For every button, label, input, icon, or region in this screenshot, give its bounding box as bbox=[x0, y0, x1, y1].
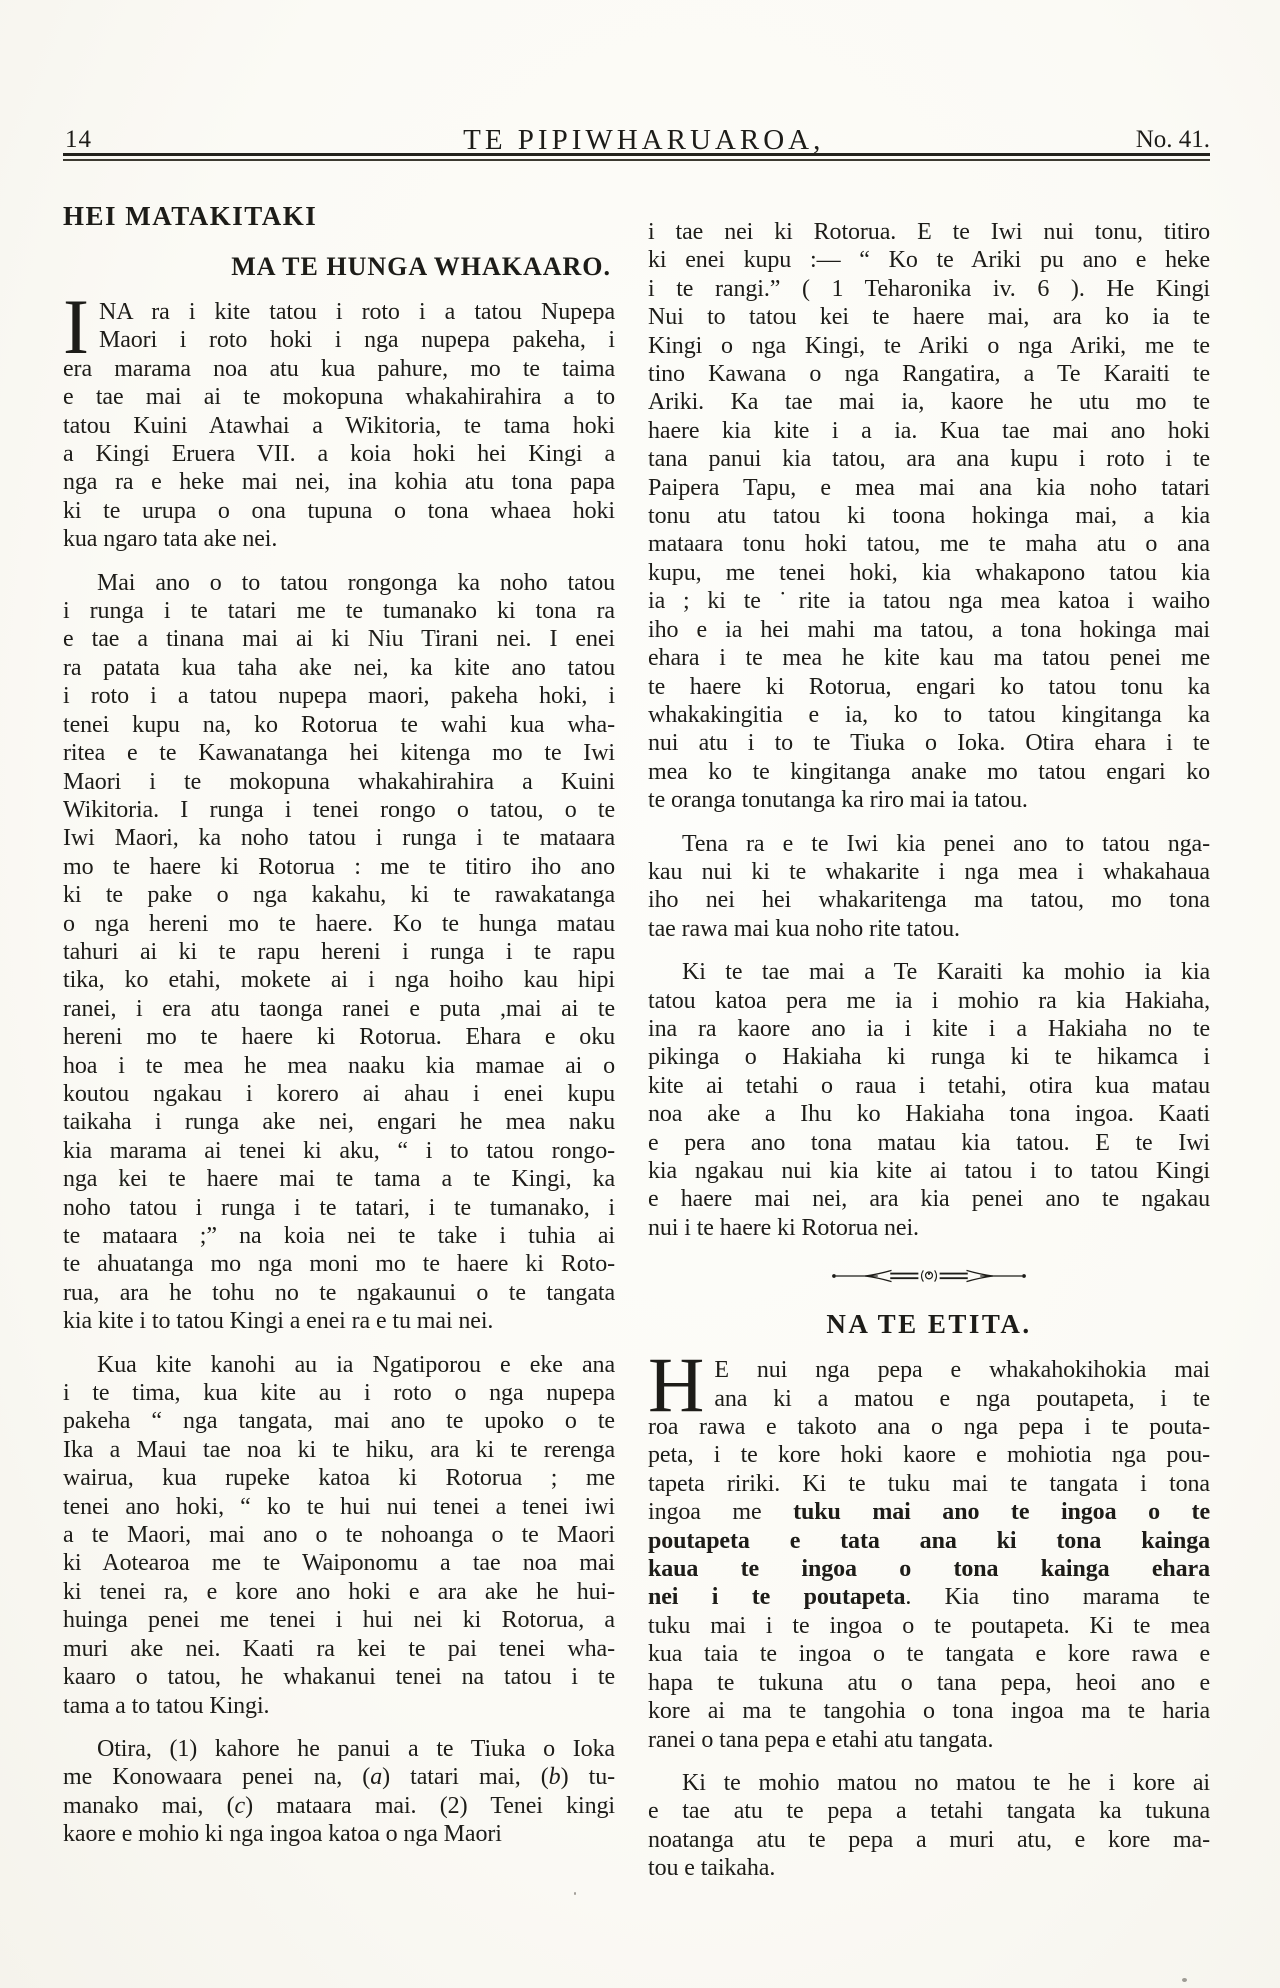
header-rule bbox=[63, 153, 1210, 165]
text-line: tapeta ririki. Ki te tuku mai te tangata i tona bbox=[648, 1470, 1210, 1497]
article-body bbox=[63, 283, 615, 1849]
text-line: mea ko te kingitanga anake mo tatou engari ko bbox=[648, 758, 1210, 785]
paragraph bbox=[63, 283, 615, 554]
text-line: te oranga tonutanga ka riro mai ia tatou. bbox=[648, 787, 1028, 814]
left-column bbox=[63, 202, 615, 1849]
text-line: e tae atu te pepa a tetahi tangata ka tukuna bbox=[648, 1798, 1210, 1825]
page-header bbox=[63, 124, 1210, 154]
text-line: e haere mai nei, ara kia penei ano te ngakau bbox=[648, 1186, 1210, 1213]
text-line: noatanga atu te pepa a muri atu, e kore ma- bbox=[648, 1826, 1210, 1853]
text-line: e tae a tinana mai ai ki Niu Tirani nei. I enei bbox=[63, 626, 615, 653]
text-line: whakakingitia e ia, ko to tatou kingitanga ka bbox=[648, 701, 1210, 728]
text-line: Kua kite kanohi au ia Ngatiporou e eke ana bbox=[97, 1351, 615, 1378]
text-line: Maori i roto hoki i nga nupepa pakeha, i bbox=[98, 327, 615, 354]
text-line: iho nei hei whakaritenga ma tatou, mo tona bbox=[648, 887, 1210, 914]
article-heading: HEI MATAKITAKI bbox=[63, 201, 318, 231]
text-line: ia ; ki te ˙rite ia tatou nga mea katoa i waiho bbox=[648, 588, 1210, 615]
text-line: a te Maori, mai ano o te nohoanga o te Maori bbox=[63, 1522, 615, 1549]
text-line: tika, ko etahi, mokete ai i nga hoiho kau hipi bbox=[63, 967, 615, 994]
text-line: i te rangi.” ( 1 Teharonika iv. 6 ). He Kingi bbox=[648, 275, 1210, 302]
text-line: haere kia kite i a ia. Kua tae mai ano hoki bbox=[648, 417, 1210, 444]
text-line: tenei ano hoki, “ ko te hui nui tenei a tenei iwi bbox=[63, 1493, 615, 1520]
text-line: kia marama ai tenei ki aku, “ i to tatou rongo- bbox=[63, 1137, 615, 1164]
editor-notes-body bbox=[648, 1341, 1210, 1882]
text-line: pakeha “ nga tangata, mai ano te upoko o te bbox=[63, 1408, 615, 1435]
text-line: Paipera Tapu, e mea mai ana kia noho tatari bbox=[648, 474, 1210, 501]
article-body-continued bbox=[648, 218, 1210, 1242]
text-line: kia ngakau nui kia kite ai tatou i to tatou Kingi bbox=[648, 1158, 1210, 1184]
article-subheading: MA TE HUNGA WHAKAARO. bbox=[231, 252, 611, 281]
text-line: Iwi Maori, ka noho tatou i runga i te mataara bbox=[63, 825, 615, 852]
text-line: kia kite i to tatou Kingi a enei ra e tu mai nei. bbox=[63, 1308, 494, 1335]
text-line: tenei kupu na, ko Rotorua te wahi kua wha- bbox=[63, 711, 615, 738]
right-column bbox=[648, 218, 1210, 1883]
paragraph bbox=[648, 1769, 1210, 1883]
text-line: me Konowaara penei na, (a) tatari mai, (b) tu- bbox=[63, 1764, 615, 1791]
text-line: i runga i te tatari me te tumanako ki tona ra bbox=[63, 598, 615, 625]
text-line: ra patata kua taha ake nei, ka kite ano tatou bbox=[63, 654, 615, 681]
text-line: i te tima, kua kite au i roto o nga nupepa bbox=[63, 1380, 615, 1407]
text-line: manako mai, (c) mataara mai. (2) Tenei kingi bbox=[63, 1792, 615, 1819]
text-line: kaaro o tatou, he whakanui tenei na tatou i te bbox=[63, 1664, 615, 1691]
text-line: tatou katoa pera me ia i mohio ra kia Hakiaha, bbox=[648, 987, 1210, 1014]
text-line: kua ngaro tata ake nei. bbox=[63, 526, 278, 553]
text-line: o nga hereni mo te haere. Ko te hunga matau bbox=[63, 910, 615, 937]
text-line: tahuri ai ki te rapu hereni i runga i te rapu bbox=[63, 938, 615, 965]
text-line: rua, ara he tohu no te ngakaunui o te tangata bbox=[63, 1279, 615, 1306]
text-line: kaore e mohio ki nga ingoa katoa o nga Maori bbox=[63, 1821, 502, 1848]
text-line: Ika a Maui tae noa ki te hiku, ara ki te rerenga bbox=[63, 1436, 615, 1463]
text-line: NA ra i kite tatou i roto i a tatou Nupepa bbox=[98, 299, 615, 325]
text-line: a Kingi Eruera VII. a koia hoki hei Kingi a bbox=[63, 441, 615, 468]
text-line: tino Kawana o nga Rangatira, a Te Karaiti te bbox=[648, 361, 1210, 388]
text-line: nui i te haere ki Rotorua nei. bbox=[648, 1214, 919, 1241]
text-line: poutapeta e tata ana ki tona kainga bbox=[648, 1527, 1210, 1554]
text-line: ki enei kupu :— “ Ko te Ariki pu ano e heke bbox=[648, 247, 1210, 274]
text-line: ina ra kaore ano ia i kite i a Hakiaha no te bbox=[648, 1015, 1210, 1042]
section-heading: NA TE ETITA. bbox=[826, 1309, 1032, 1340]
paragraph bbox=[63, 569, 615, 1336]
text-line: mataara tonu hoki tatou, me te maha atu o ana bbox=[648, 531, 1210, 558]
text-line: muri ake nei. Kaati ra kei te pai tenei wha- bbox=[63, 1635, 615, 1662]
text-line: Ariki. Ka tae mai ia, kaore he utu mo te bbox=[648, 389, 1210, 416]
text-line: te haere ki Rotorua, engari ko tatou tonu ka bbox=[648, 673, 1210, 700]
text-line: roa rawa e takoto ana o nga pepa i te pouta- bbox=[648, 1414, 1210, 1441]
text-line: nei i te poutapeta. Kia tino marama te bbox=[648, 1584, 1210, 1611]
text-line: Kingi o nga Kingi, te Ariki o nga Ariki, me te bbox=[648, 332, 1210, 359]
text-line: tatou Kuini Atawhai a Wikitoria, te tama hoki bbox=[63, 412, 615, 439]
text-line: ki te urupa o ona tupuna o tona whaea hoki bbox=[63, 497, 615, 524]
divider-ornament-icon bbox=[648, 1264, 1210, 1288]
text-line: i roto i a tatou nupepa maori, pakeha hoki, i bbox=[63, 683, 615, 710]
text-line: Mai ano o to tatou rongonga ka noho tatou bbox=[97, 569, 615, 596]
text-line: Nui to tatou kei te haere mai, ara ko ia te bbox=[648, 304, 1210, 331]
text-line: ki te pake o nga kakahu, ki te rawakatanga bbox=[63, 882, 615, 909]
text-line: tou e taikaha. bbox=[648, 1855, 776, 1882]
paragraph bbox=[648, 1341, 1210, 1754]
newspaper-title: TE PIPIWHARUAROA, bbox=[463, 124, 825, 156]
paragraph bbox=[648, 830, 1210, 944]
text-line: mo te haere ki Rotorua : me te titiro iho ano bbox=[63, 853, 615, 880]
text-line: nui atu i to te Tiuka o Ioka. Otira ehara i te bbox=[648, 730, 1210, 757]
text-line: era marama noa atu kua pahure, mo te taima bbox=[63, 355, 615, 382]
drop-cap-initial: I bbox=[63, 283, 89, 370]
text-line: e pera ano tona matau kia tatou. E te Iwi bbox=[648, 1129, 1210, 1156]
text-line: nga kei te haere mai te tama a te Kingi, ka bbox=[63, 1166, 615, 1193]
text-line: tae rawa mai kua noho rite tatou. bbox=[648, 915, 960, 942]
scan-speck bbox=[1182, 1978, 1187, 1982]
text-line: taikaha i runga ake nei, engari he mea naku bbox=[63, 1109, 615, 1136]
text-line: pikinga o Hakiaha ki runga ki te hikamca i bbox=[648, 1044, 1210, 1071]
scan-speck bbox=[574, 1892, 576, 1895]
text-line: kau nui ki te whakarite i nga mea i whakahaua bbox=[648, 858, 1210, 885]
text-line: kua taia te ingoa o te tangata e kore rawa e bbox=[648, 1641, 1210, 1668]
text-line: Maori i te mokopuna whakahirahira a Kuini bbox=[63, 768, 615, 795]
text-line: hereni mo te haere ki Rotorua. Ehara e oku bbox=[63, 1024, 615, 1051]
issue-number: No. 41. bbox=[1135, 126, 1210, 153]
paragraph bbox=[648, 218, 1210, 815]
page-number: 14 bbox=[65, 126, 92, 153]
text-line: Otira, (1) kahore he panui a te Tiuka o Ioka bbox=[97, 1735, 615, 1762]
text-line: hapa te tukuna atu o tana pepa, heoi ano e bbox=[648, 1669, 1210, 1696]
text-line: Ki te mohio matou no matou te he i kore ai bbox=[682, 1769, 1210, 1796]
text-line: noa ake a Ihu ko Hakiaha tona ingoa. Kaati bbox=[648, 1101, 1210, 1128]
paragraph bbox=[648, 958, 1210, 1242]
text-line: koutou ngakau i korero ai ahau i enei kupu bbox=[63, 1080, 615, 1107]
text-line: noho tatou i runga i te tatari, i te tumanako, i bbox=[63, 1194, 615, 1221]
text-line: Wikitoria. I runga i tenei rongo o tatou, o te bbox=[63, 796, 615, 823]
text-line: wairua, kua rupeke katoa ki Rotorua ; me bbox=[63, 1465, 615, 1492]
text-line: peta, i te kore hoki kaore e mohiotia nga pou- bbox=[648, 1442, 1210, 1469]
text-line: nga ra e heke mai nei, ina kohia atu tona papa bbox=[63, 469, 615, 496]
text-line: ehara i te mea he kite kau ma tatou penei me bbox=[648, 645, 1210, 672]
text-line: huinga penei me tenei i hui nei ki Rotorua, a bbox=[63, 1607, 615, 1634]
text-line: kaua te ingoa o tona kainga ehara bbox=[648, 1556, 1210, 1583]
text-line: te ahuatanga mo nga moni mo te haere ki Roto- bbox=[63, 1251, 615, 1278]
text-line: kupu, me tenei hoki, kia whakapono tatou kia bbox=[648, 559, 1210, 586]
text-line: te mataara ;” na koia nei te take i tuhia ai bbox=[63, 1223, 615, 1249]
text-line: i tae nei ki Rotorua. E te Iwi nui tonu, titiro bbox=[648, 219, 1210, 245]
paragraph bbox=[63, 1735, 615, 1849]
drop-cap-initial: H bbox=[648, 1341, 705, 1429]
text-line: e tae mai ai te mokopuna whakahirahira a to bbox=[63, 384, 615, 411]
text-line: iho e ia hei mahi ma tatou, a tona hokinga mai bbox=[648, 616, 1210, 643]
text-line: hoa i te mea he mea naaku kia mamae ai o bbox=[63, 1052, 615, 1079]
text-line: ana ki a matou e nga poutapeta, i te bbox=[714, 1385, 1210, 1412]
text-line: Tena ra e te Iwi kia penei ano to tatou nga- bbox=[682, 830, 1210, 857]
paragraph bbox=[63, 1351, 615, 1720]
text-line: ritea e te Kawanatanga hei kitenga mo te Iwi bbox=[63, 740, 615, 767]
text-line: ki tenei ra, e kore ano hoki e ara ake he hui- bbox=[63, 1578, 615, 1605]
text-line: tana panui kia tatou, ara ana kupu i roto i te bbox=[648, 446, 1210, 473]
text-line: E nui nga pepa e whakahokihokia mai bbox=[714, 1357, 1210, 1384]
text-line: ingoa me tuku mai ano te ingoa o te bbox=[648, 1499, 1210, 1526]
text-line: Ki te tae mai a Te Karaiti ka mohio ia kia bbox=[682, 959, 1210, 986]
text-line: tonu atu tatou ki toona hokinga mai, a kia bbox=[648, 503, 1210, 530]
text-line: tama a to tatou Kingi. bbox=[63, 1692, 270, 1719]
text-line: ki Aotearoa me te Waiponomu a tae noa mai bbox=[63, 1550, 615, 1577]
text-line: tuku mai i te ingoa o te poutapeta. Ki te mea bbox=[648, 1612, 1210, 1639]
text-line: kite ai tetahi o raua i tetahi, otira kua matau bbox=[648, 1072, 1210, 1099]
text-line: ranei, i era atu taonga ranei e puta ,mai ai te bbox=[63, 995, 615, 1022]
text-line: kore ai ma te tangohia o tona ingoa ma te haria bbox=[648, 1698, 1210, 1725]
text-line: ranei o tana pepa e etahi atu tangata. bbox=[648, 1726, 994, 1753]
